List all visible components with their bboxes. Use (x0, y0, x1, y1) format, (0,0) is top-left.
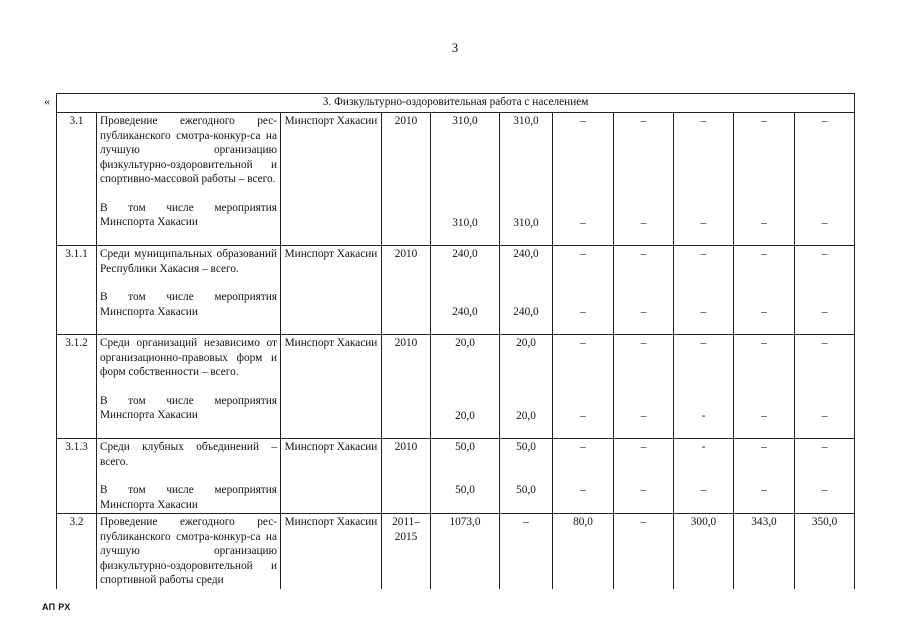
total-amount (431, 335, 500, 439)
amount-2015-sub-value: – (821, 216, 828, 229)
footer-code: АП РХ (42, 602, 71, 612)
amount-2012 (614, 113, 674, 246)
amount-2014-value: – (761, 115, 767, 127)
amount-2015 (795, 113, 855, 246)
executor: Минспорт Хакасии (281, 514, 382, 589)
amount-2014-sub-value: – (761, 216, 767, 229)
amount-2014-sub-value: – (761, 409, 767, 422)
amount-2012: – (614, 514, 674, 589)
executor: Минспорт Хакасии (281, 113, 382, 246)
amount-2011 (553, 113, 614, 246)
table-row (57, 246, 855, 335)
amount-2014-sub-value: – (761, 305, 767, 318)
total-amount (431, 439, 500, 514)
amount-2012-sub-value: – (640, 216, 647, 229)
amount-2012-sub-value: – (640, 409, 647, 422)
measure-description (97, 335, 281, 439)
measure-description (97, 514, 281, 589)
amount-2013-sub-value: – (700, 305, 707, 318)
opening-quote-mark: « (44, 94, 50, 108)
amount-2012-value: – (640, 115, 647, 127)
amount-2012-value: – (640, 248, 647, 260)
amount-2015-sub-value: – (821, 483, 828, 496)
page-number: 3 (451, 40, 459, 55)
total-sub-value: 20,0 (455, 409, 475, 422)
amount-2015-sub-value: – (821, 305, 828, 318)
amount-2013 (674, 335, 734, 439)
total-sub-value: 310,0 (452, 216, 478, 229)
executor: Минспорт Хакасии (281, 246, 382, 335)
total-sub-value: 50,0 (455, 483, 475, 496)
amount-2014-value: – (761, 337, 767, 349)
amount-2010 (500, 335, 553, 439)
measure-text: Среди организаций независимо от организационно-правовых форм и форм собственности – всего. (100, 337, 277, 378)
table-row (57, 335, 855, 439)
amount-2010-value: 50,0 (516, 441, 536, 453)
amount-2015-value: – (821, 441, 828, 453)
executor: Минспорт Хакасии (281, 439, 382, 514)
program-table (56, 93, 855, 589)
amount-2013-sub-value: – (700, 216, 707, 229)
measure-description (97, 439, 281, 514)
amount-2011 (553, 246, 614, 335)
executor: Минспорт Хакасии (281, 335, 382, 439)
amount-2013 (674, 113, 734, 246)
amount-2015: 350,0 (795, 514, 855, 589)
measure-description (97, 246, 281, 335)
implementation-year: 2010 (382, 113, 431, 246)
table-row (57, 439, 855, 514)
amount-2010 (500, 439, 553, 514)
amount-2015 (795, 335, 855, 439)
amount-2010-sub-value: 20,0 (516, 409, 536, 422)
total-value: 240,0 (452, 248, 478, 260)
amount-2014 (734, 113, 795, 246)
total-value: 310,0 (452, 115, 478, 127)
row-number: 3.1.2 (57, 335, 97, 439)
measure-text: Проведение ежегодного рес-публиканского смотра-конкур-са на лучшую организацию физкультурно-оздоровительной и спортивно-массовой работы – всего. (100, 115, 277, 185)
measure-sub-text: В том числе мероприятия Минспорта Хакасии (100, 484, 277, 511)
implementation-year: 2010 (382, 439, 431, 514)
table-row (57, 514, 855, 589)
amount-2014 (734, 335, 795, 439)
amount-2010-sub-value: 310,0 (513, 216, 539, 229)
measure-sub-text: В том числе мероприятия Минспорта Хакасии (100, 201, 277, 228)
amount-2013-sub-value: – (700, 483, 707, 496)
amount-2012-sub-value: – (640, 305, 647, 318)
amount-2010-sub-value: 50,0 (516, 483, 536, 496)
amount-2013: 300,0 (674, 514, 734, 589)
amount-2015-value: – (821, 115, 828, 127)
amount-2010-value: 240,0 (513, 248, 539, 260)
amount-2014-sub-value: – (761, 483, 767, 496)
row-number: 3.2 (57, 514, 97, 589)
amount-2013-value: – (700, 115, 707, 127)
amount-2013-value: – (700, 337, 707, 349)
amount-2011-value: – (580, 248, 586, 260)
total-value: 50,0 (455, 441, 475, 453)
amount-2015-value: – (821, 337, 828, 349)
amount-2012 (614, 246, 674, 335)
amount-2013 (674, 246, 734, 335)
amount-2010-value: 20,0 (516, 337, 536, 349)
amount-2014 (734, 246, 795, 335)
row-number: 3.1.3 (57, 439, 97, 514)
amount-2012-sub-value: – (640, 483, 647, 496)
measure-description (97, 113, 281, 246)
amount-2010-value: 310,0 (513, 115, 539, 127)
amount-2013-value: - (701, 441, 706, 453)
amount-2013 (674, 439, 734, 514)
section-heading: 3. Физкультурно-оздоровительная работа с населением (57, 94, 855, 113)
implementation-year: 2010 (382, 246, 431, 335)
amount-2012 (614, 335, 674, 439)
row-number: 3.1 (57, 113, 97, 246)
amount-2014: 343,0 (734, 514, 795, 589)
total-sub-value: 240,0 (452, 305, 478, 318)
implementation-year: 2010 (382, 335, 431, 439)
amount-2010 (500, 113, 553, 246)
amount-2010-sub-value: 240,0 (513, 305, 539, 318)
amount-2011 (553, 439, 614, 514)
amount-2010 (500, 246, 553, 335)
amount-2011-sub-value: – (580, 305, 586, 318)
amount-2011 (553, 335, 614, 439)
amount-2011-sub-value: – (580, 216, 586, 229)
amount-2012 (614, 439, 674, 514)
amount-2011-sub-value: – (580, 409, 586, 422)
amount-2011-value: – (580, 337, 586, 349)
amount-2015 (795, 246, 855, 335)
amount-2014-value: – (761, 248, 767, 260)
amount-2011-sub-value: – (580, 483, 586, 496)
amount-2015 (795, 439, 855, 514)
amount-2011-value: – (580, 115, 586, 127)
measure-text: Среди муниципальных образований Республики Хакасия – всего. (100, 248, 277, 275)
measure-sub-text: В том числе мероприятия Минспорта Хакасии (100, 394, 277, 421)
table-row (57, 113, 855, 246)
amount-2012-value: – (640, 441, 647, 453)
total-amount: 1073,0 (431, 514, 500, 589)
total-value: 20,0 (455, 337, 475, 349)
amount-2015-value: – (821, 248, 828, 260)
amount-2012-value: – (640, 337, 647, 349)
measure-sub-text: В том числе мероприятия Минспорта Хакасии (100, 291, 277, 318)
amount-2013-value: – (700, 248, 707, 260)
amount-2015-sub-value: – (821, 409, 828, 422)
section-heading-row (57, 94, 855, 113)
amount-2010: – (500, 514, 553, 589)
row-number: 3.1.1 (57, 246, 97, 335)
amount-2011: 80,0 (553, 514, 614, 589)
measure-text: Среди клубных объединений – всего. (100, 441, 277, 468)
implementation-year: 2011–2015 (382, 514, 431, 589)
total-amount (431, 113, 500, 246)
total-amount (431, 246, 500, 335)
amount-2011-value: – (580, 441, 586, 453)
amount-2014-value: – (761, 441, 767, 453)
amount-2013-sub-value: - (701, 409, 706, 422)
amount-2014 (734, 439, 795, 514)
measure-text: Проведение ежегодного рес-публиканского смотра-конкур-са на лучшую организацию физкультурно-оздоровительной и спортивной работы среди (100, 516, 277, 586)
